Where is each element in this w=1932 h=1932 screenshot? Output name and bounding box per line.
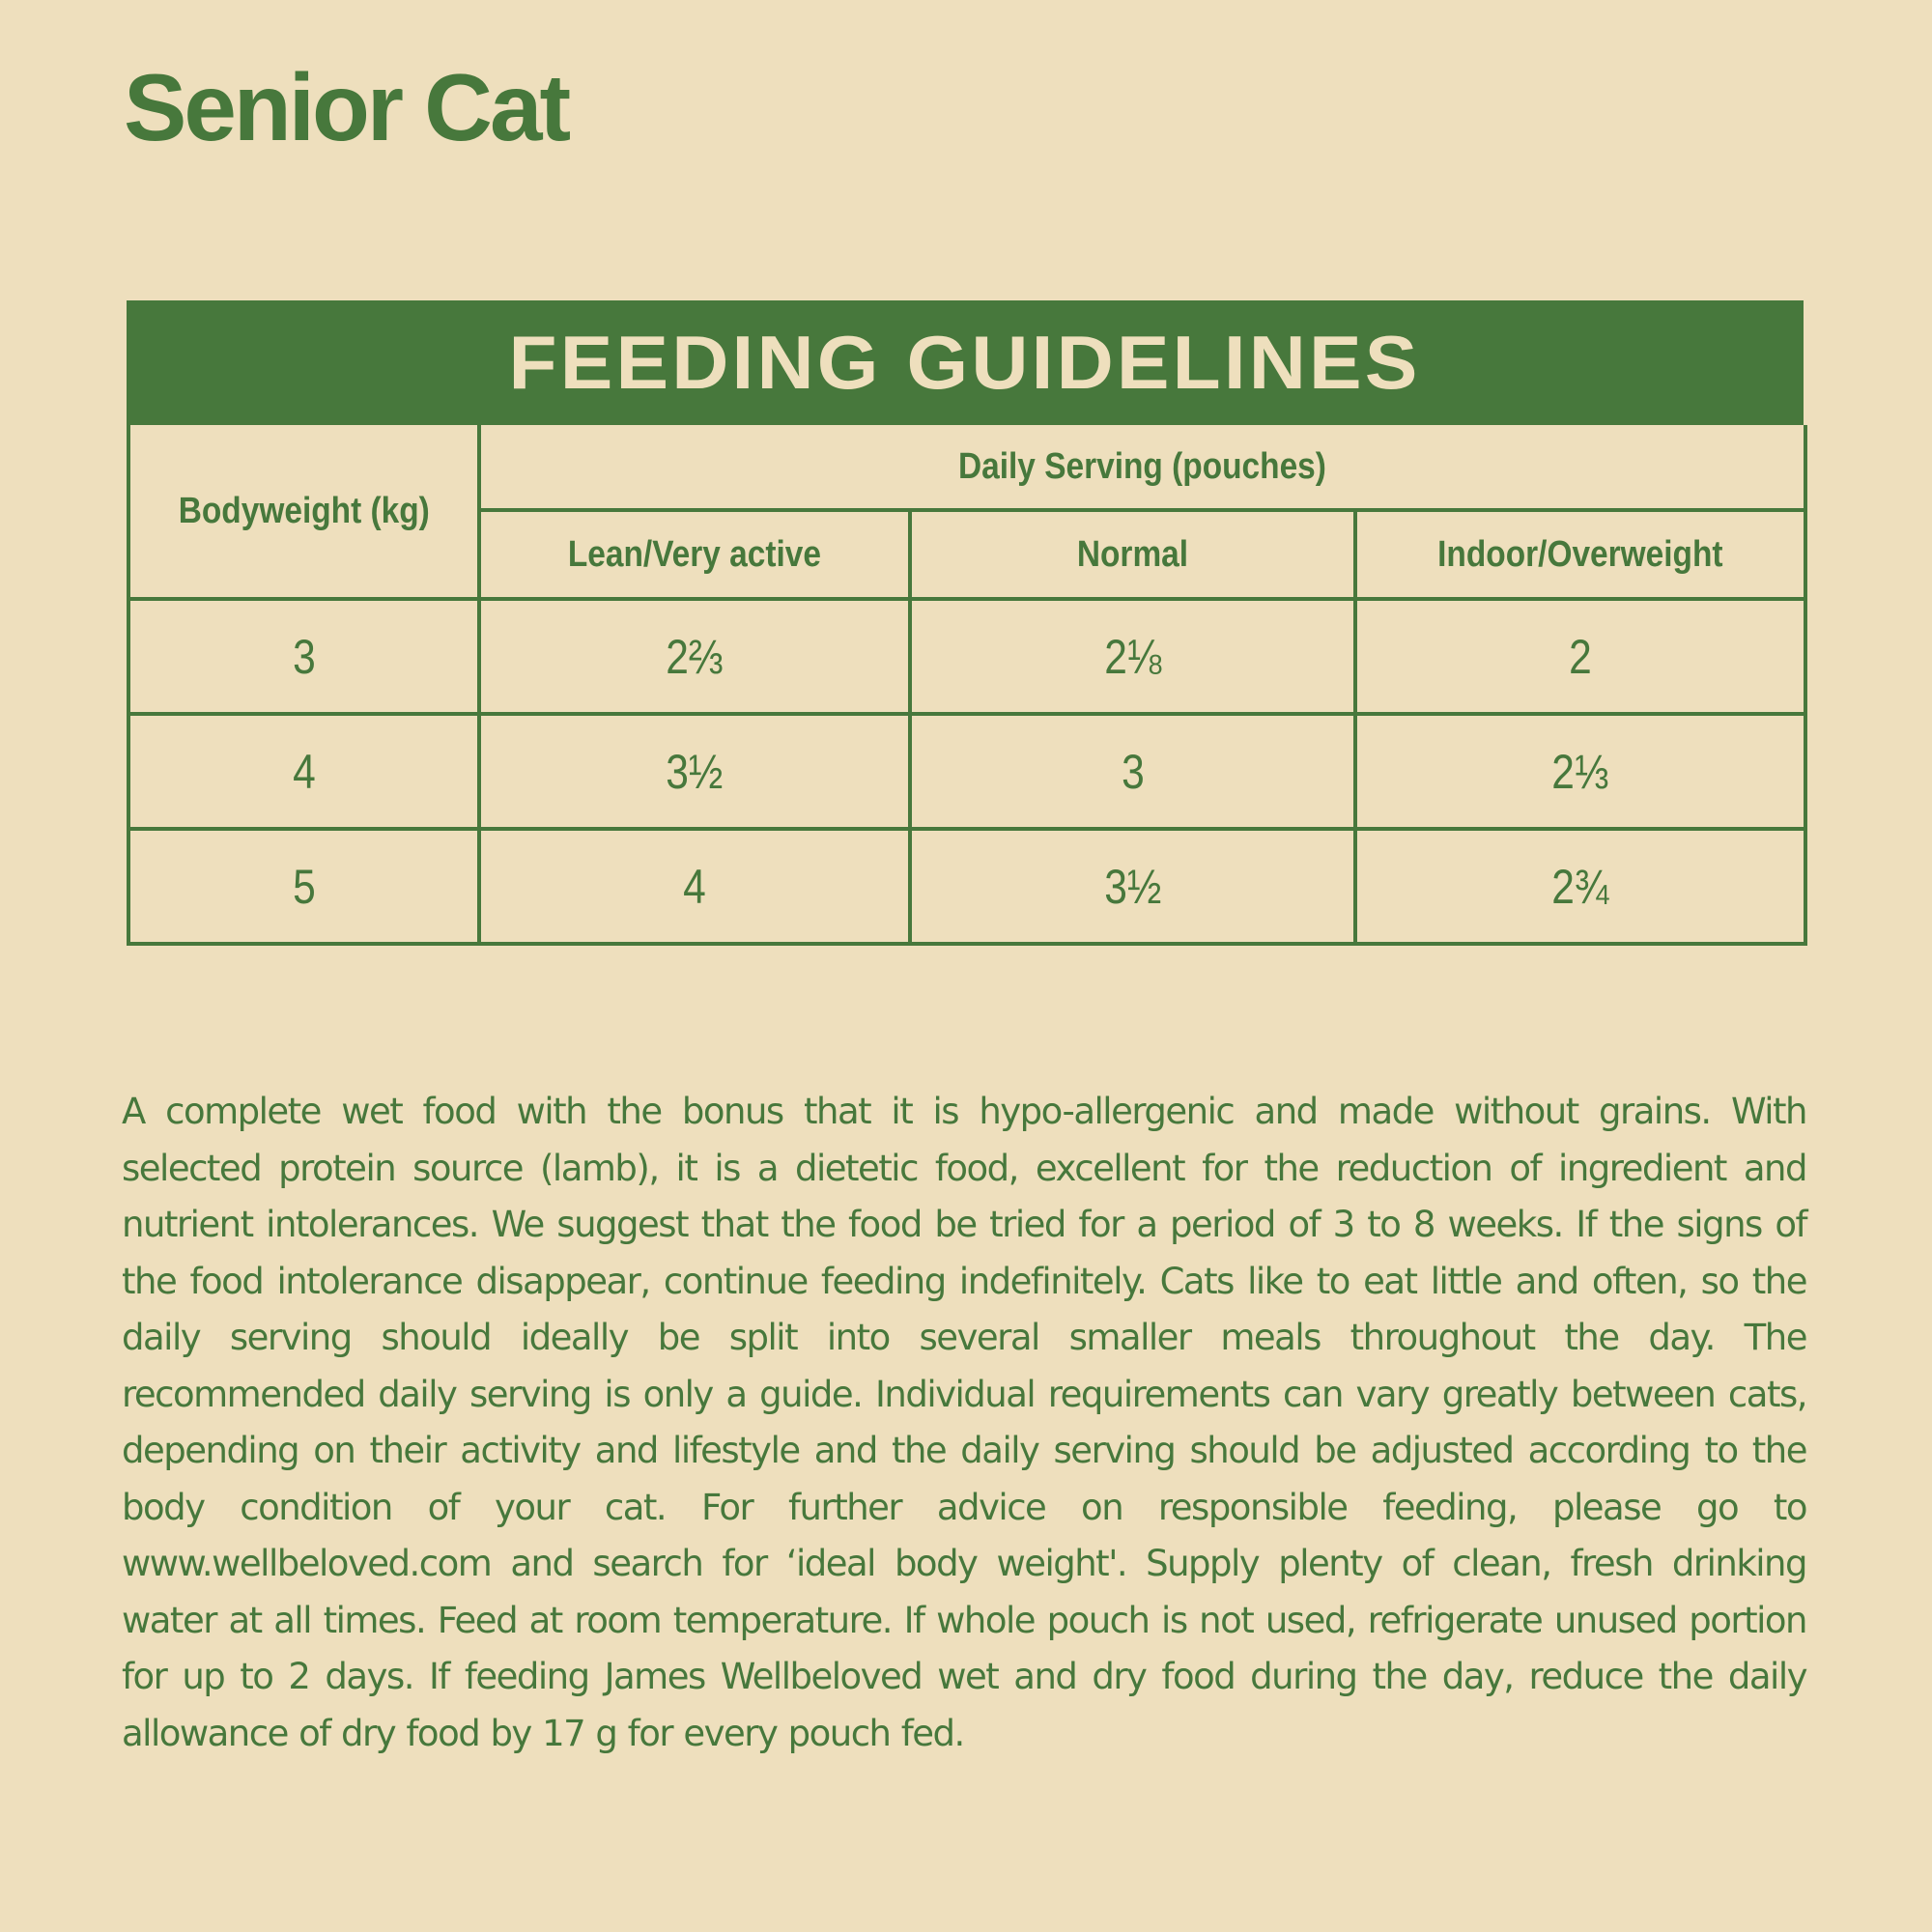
- feeding-guidelines-heading: [127, 300, 1804, 425]
- bodyweight-header-label: Bodyweight (kg): [178, 490, 430, 531]
- column-header-normal: [910, 510, 1355, 599]
- cell-value: 3½: [1103, 859, 1162, 914]
- bodyweight-cell: [128, 714, 479, 829]
- table-row: [128, 829, 1805, 944]
- daily-serving-header: [479, 425, 1805, 510]
- bodyweight-header: [128, 425, 479, 599]
- column-header-indoor: [1355, 510, 1805, 599]
- indoor-cell: [1355, 714, 1805, 829]
- cell-value: 4: [683, 859, 706, 914]
- column-header-label: Indoor/Overweight: [1437, 533, 1723, 575]
- bodyweight-cell: [128, 599, 479, 714]
- bodyweight-cell: [128, 829, 479, 944]
- indoor-cell: [1355, 829, 1805, 944]
- lean-cell: [479, 714, 910, 829]
- table-row: [128, 599, 1805, 714]
- cell-value: 4: [292, 744, 316, 799]
- normal-cell: [910, 599, 1355, 714]
- cell-value: 2⅛: [1103, 629, 1162, 684]
- lean-cell: [479, 829, 910, 944]
- heading-text: FEEDING GUIDELINES: [508, 320, 1422, 405]
- cell-value: 2⅓: [1551, 744, 1609, 799]
- cell-value: 3: [1121, 744, 1145, 799]
- cell-value: 3½: [666, 744, 724, 799]
- product-description: A complete wet food with the bonus that it is hypo-allergenic and made without grains. With selected protein source (lamb), it is a dietetic food, excellent for the reduction of ingredient and nutrient intolerances. We suggest that the food be tried for a period of 3 to 8 weeks. If the signs of the food intolerance disappear, continue feeding indefinitely. Cats like to eat little and often, so the daily serving should ideally be split into several smaller meals throughout the day. The recommended daily serving is only a guide. Individual requirements can vary greatly between cats, depending on their activity and lifestyle and the daily serving should be adjusted according to the body condition of your cat. For further advice on responsible feeding, please go to www.wellbeloved.com and search for ‘ideal body weight'. Supply plenty of clean, fresh drinking water at all times. Feed at room temperature. If whole pouch is not used, refrigerate unused portion for up to 2 days. If feeding James Wellbeloved wet and dry food during the day, reduce the daily allowance of dry food by 17 g for every pouch fed.: [122, 1091, 1806, 1754]
- cell-value: 3: [292, 629, 316, 684]
- column-header-lean: [479, 510, 910, 599]
- page-title: Senior Cat: [124, 54, 569, 160]
- table-row: [128, 714, 1805, 829]
- normal-cell: [910, 714, 1355, 829]
- cell-value: 2⅔: [666, 629, 724, 684]
- feeding-guidelines-table: [127, 300, 1804, 946]
- feeding-table: [127, 425, 1807, 946]
- lean-cell: [479, 599, 910, 714]
- column-header-label: Lean/Very active: [567, 533, 822, 575]
- cell-value: 2: [1569, 629, 1592, 684]
- cell-value: 2¾: [1551, 859, 1609, 914]
- daily-serving-header-label: Daily Serving (pouches): [958, 445, 1326, 487]
- normal-cell: [910, 829, 1355, 944]
- indoor-cell: [1355, 599, 1805, 714]
- column-header-label: Normal: [1076, 533, 1189, 575]
- cell-value: 5: [292, 859, 316, 914]
